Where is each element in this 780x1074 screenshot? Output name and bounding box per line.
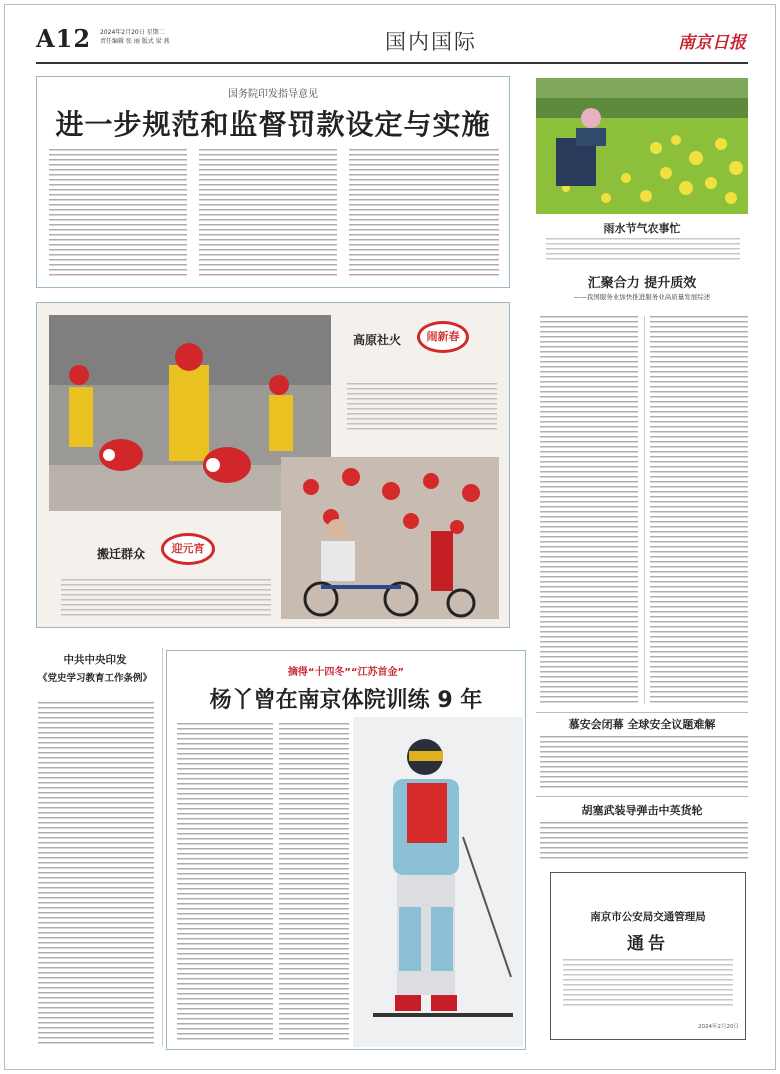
- lantern-photo-art: [281, 457, 499, 619]
- section-title: 国内国际: [385, 30, 477, 54]
- brief-two-headline: 胡塞武装导弹击中英货轮: [581, 804, 703, 817]
- right-column-body-col-2: [650, 316, 748, 704]
- party-headline-line1: 中共中央印发: [63, 654, 127, 666]
- farmer-photo-art: [536, 78, 748, 214]
- festival-label-one: 高原社火: [353, 333, 402, 347]
- lead-headline: 进一步规范和监督罚款设定与实施: [55, 108, 491, 141]
- skier-photo: [353, 717, 523, 1047]
- lantern-photo: [281, 457, 499, 619]
- page-number: A12: [36, 24, 92, 53]
- issue-info: [100, 28, 260, 46]
- brief-one-headline: 慕安会闭幕 全球安全议题难解: [568, 718, 716, 731]
- lead-story: [36, 76, 510, 288]
- festival-seal-one: 闹新春: [417, 321, 469, 353]
- masthead: [36, 24, 746, 60]
- lead-body-col-3: [349, 149, 499, 279]
- issue-date: 2024年2月20日 星期二: [100, 29, 165, 36]
- right-column-divider: [644, 316, 645, 704]
- farmer-photo-title: 雨水节气农事忙: [603, 222, 681, 235]
- sports-body-col-1: [177, 723, 273, 1043]
- festival-label-two: 搬迁群众: [97, 547, 146, 561]
- traffic-notice: [550, 872, 746, 1040]
- masthead-rule: [36, 62, 748, 64]
- sports-kicker: 摘得“十四冬”“江苏首金”: [287, 667, 405, 678]
- notice-body: [563, 959, 733, 1007]
- sports-story: [166, 650, 526, 1050]
- right-column-subhead: ——我国服务业加快推进服务业高质量发展综述: [573, 293, 711, 301]
- notice-title: 通告: [627, 934, 669, 954]
- skier-photo-art: [353, 717, 523, 1047]
- festival-caption-one: [347, 383, 497, 433]
- notice-date: 2024年2月20日: [698, 1024, 739, 1030]
- festival-caption-two: [61, 579, 271, 619]
- lead-body-col-2: [199, 149, 337, 279]
- party-body: [38, 702, 154, 1046]
- sports-headline: 杨丫曾在南京体院训练 9 年: [209, 688, 483, 713]
- brief-two-body: [540, 822, 748, 860]
- lead-body-col-1: [49, 149, 187, 279]
- farmer-photo: [536, 78, 748, 214]
- festival-feature: [36, 302, 510, 628]
- right-column-body-col-1: [540, 316, 638, 704]
- sports-body-col-2: [279, 723, 349, 1043]
- farmer-photo-caption: [546, 238, 740, 260]
- right-column-rule-1: [536, 712, 748, 713]
- lead-kicker: 国务院印发指导意见: [228, 89, 318, 100]
- right-column-rule-2: [536, 796, 748, 797]
- issue-editors: 责任编辑 张 丽 版式 梁 燕: [100, 38, 170, 45]
- party-divider: [162, 648, 163, 1046]
- brief-one-body: [540, 736, 748, 788]
- party-headline-line2: 《党史学习教育工作条例》: [37, 673, 152, 684]
- newspaper-logo: 南京日报: [678, 33, 746, 53]
- notice-issuer: 南京市公安局交通管理局: [590, 911, 706, 923]
- festival-seal-two: 迎元宵: [161, 533, 215, 565]
- right-column-headline: 汇聚合力 提升质效: [587, 276, 697, 291]
